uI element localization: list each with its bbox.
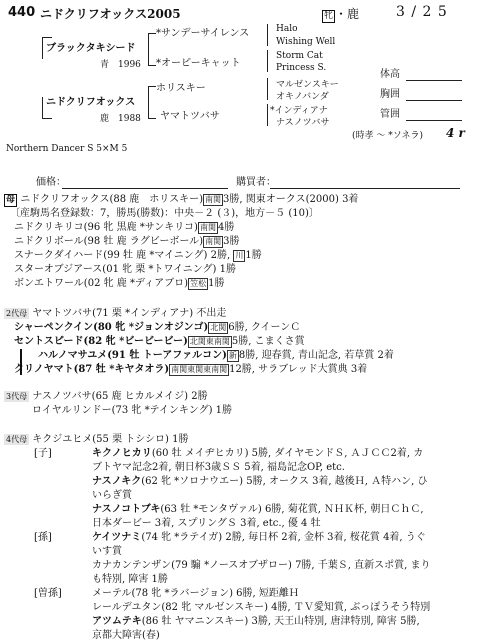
field-girth-line [406,100,462,101]
fourth-dam: 4代母 キクジユヒメ(55 栗 トシシロ) 1勝 [6,434,189,445]
horse-title: ニドクリフオックス2005 [40,7,181,21]
dd-dam: ナスノツバサ [276,118,330,128]
child-2-cont: いらぎ賞 [92,490,132,501]
second-dam: 2代母 ヤマトツバサ(71 栗 *インディアナ) 不出走 [6,308,227,319]
age-mark: 4 r [446,126,465,140]
field-height-label: 体高 [380,69,400,80]
child-3: ナスノコトブキ(63 牡 *モンタヴァル) 6勝, 菊花賞, ＮＨＫ杯, 朝日ＣｈＣ, [92,504,424,515]
third-dam-progeny-1: ロイヤルリンドー(73 牝 *テインキング) 1勝 [32,405,233,416]
breed-note: (時孝 ～ *ソネラ) [352,131,424,141]
horse-sex [322,5,359,23]
dam-progeny-4: スターオブジアース(01 牝 栗 *トワイニング) 1勝 [14,264,237,275]
second-dam-label: 2代母 [6,309,28,318]
sire-dam: *オーピーキャット [156,58,241,69]
grandchild-2-cont: も特別, 障害 1勝 [92,574,168,585]
grandchild-1-cont: いす賞 [92,546,122,557]
dam-summary: 母 ニドクリフオックス(88 鹿 ホリスキー) 南関 3勝, 関東オークス(2000) 3着 [6,194,359,205]
dam-dam: ヤマトツバサ [160,111,220,122]
buyer-label: 購買者： [236,177,276,188]
great-grandchild-3: アツムテキ(86 牡 ヤマニンスキー) 3勝, 天王山特別, 唐津特別, 障害 5勝, [92,616,420,627]
great-grandchild-3-cont: 京都大障害(春) [92,630,160,641]
sex-sep: ・ [335,7,348,21]
child-1-cont: ブトヤマ記念2着, 朝日杯3歳ＳＳ 5着, 福島記念OP, etc. [92,462,345,473]
dam-info: 鹿 1988 [100,114,141,124]
inbreeding-note: Northern Dancer S 5×M 5 [6,144,128,154]
field-height-line [406,80,462,81]
grandchild-1: ケイツナミ(74 牝 *ラテイガ) 2勝, 毎日杯 2着, 金杯 3着, 桜花賞 4着, うぐ [92,532,426,543]
sd-dam: Princess S. [276,63,327,73]
page-indicator: 3 / 2 5 [396,4,448,20]
field-cannon-line [406,120,462,121]
third-dam: 3代母 ナスノツバサ(65 鹿 ヒカルメイジ) 2勝 [6,391,208,402]
second-dam-progeny-3: ハルノマサユメ(91 牡 トーアファルコン) 新 8勝, 迎春賞, 青山記念, 若草賞 2着 [38,350,394,361]
second-dam-progeny-1: シャーペンクイン(80 牝 *ジョンオジンゴ) 北関 6勝, クイーンＣ [14,322,301,333]
dam-mark: 母 [6,195,16,205]
dd-sire: *インディアナ [270,106,328,116]
catalog-number: 440 [8,5,36,20]
group-grandchildren-label: [孫] [34,532,52,543]
dam-progeny-3: スナークダイハード(99 牡 鹿 *マイニング) 2勝, 川 1勝 [14,250,262,261]
second-dam-progeny-2: セントスピード(82 牝 *ビービービー) 北関東南関 5勝, こまくさ賞 [14,336,305,347]
group-children-label: [子] [34,448,52,459]
child-1: キクノヒカリ(60 牡 メイヂヒカリ) 5勝, ダイヤモンドＳ, ＡＪＣＣ2着, カ [92,448,424,459]
buyer-line [270,188,460,189]
sire-info: 青 1996 [100,60,141,70]
great-grandchild-2: レールデユタン(82 牝 マルゼンスキー) 4勝, ＴＶ愛知賞, ぶっぽうそう特別 [92,602,431,613]
price-label: 価格： [36,177,66,188]
sire-name: ブラックタキシード [46,43,136,54]
dam-sire: ホリスキー [156,83,206,94]
dam-name: ニドクリフオックス [46,97,136,108]
child-3-cont: 日本ダービー 3着, スプリングＳ 3着, etc., 優 4 牡 [92,518,321,529]
sire-sire: *サンデーサイレンス [156,28,250,39]
dam-progeny-2: ニドクリボール(98 牡 鹿 ラグビーボール) 南関 3勝 [14,236,240,247]
price-line [62,188,228,189]
group-great-grandchildren-label: [曽孫] [34,588,62,599]
field-girth-label: 胸囲 [380,89,400,100]
ds-dam: オキノバンダ [276,92,329,102]
horse-color: 鹿 [347,7,360,21]
grandchild-2: カナカンテンザン(79 騸 *ノースオブザロー) 7勝, 千葉Ｓ, 直新スポ賞, まり [92,560,431,571]
sd-sire: Storm Cat [276,51,323,61]
dam-progeny-1: ニドクリキリコ(96 牝 黒鹿 *サンキリコ) 南関 4勝 [14,222,235,233]
dam-progeny-5: ボンエトワール(02 牝 鹿 *ディアブロ) 笠松 1勝 [14,278,225,289]
field-cannon-label: 管囲 [380,109,400,120]
ss-dam: Wishing Well [276,37,336,47]
ds-sire: マルゼンスキー [276,80,339,90]
ss-sire: Halo [276,24,298,34]
dam-record: 〔産駒馬名登録数：7，勝馬(勝数)：中央－２ (３)，地方－５ (10)〕 [10,208,319,219]
great-grandchild-1: メーテル(78 牝 *ラバージョン) 6勝, 短距離Ｈ [92,588,299,599]
second-dam-progeny-4: クリノヤマト(87 牡 *キヤタオラ) 南関東関東南関 12勝, サラブレッド大賞典 3着 [14,364,368,375]
child-2: ナスノキク(62 牝 *ソロナウエー) 5勝, オークス 3着, 越後Ｈ, Ａ特ハン, ひ [92,476,428,487]
sex-mark: 牝 [324,11,334,21]
